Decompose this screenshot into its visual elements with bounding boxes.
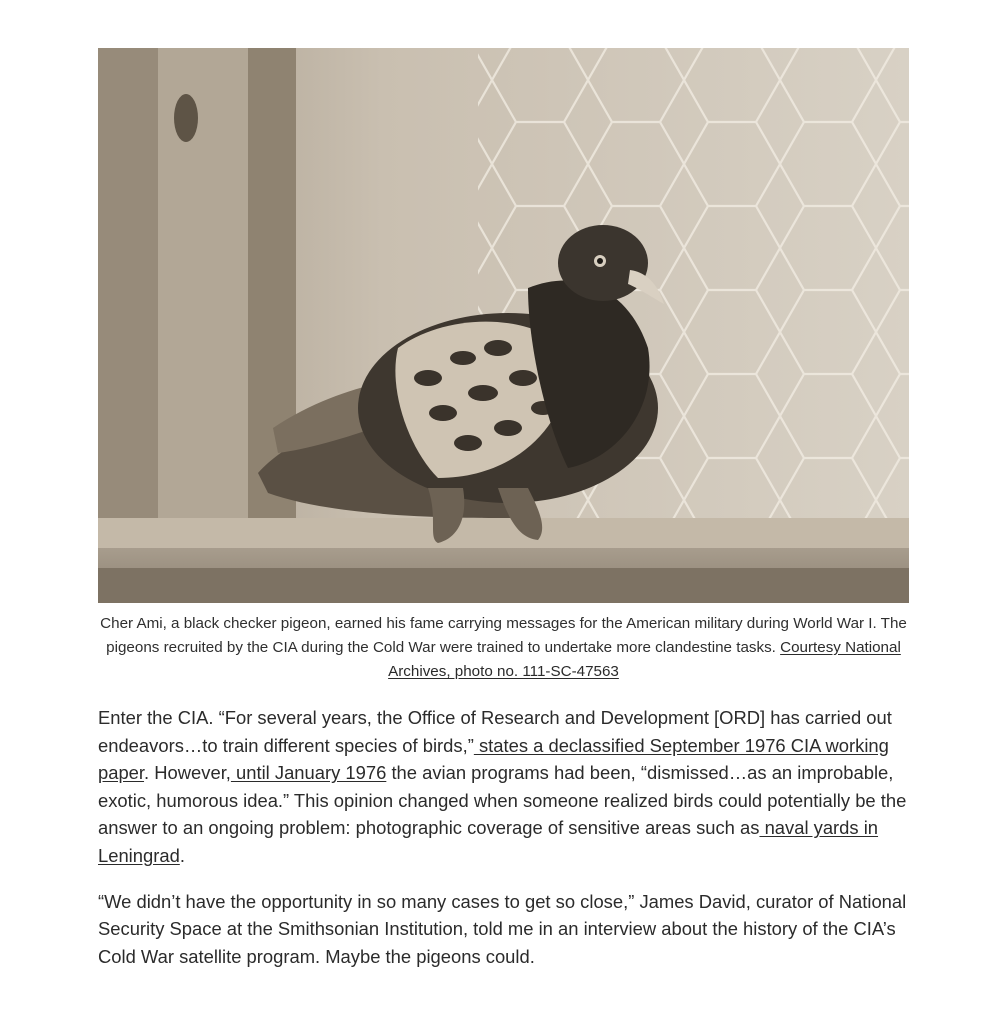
paragraph-1-text-1: Enter the CIA. “For several years, the Office of Research and Development [ORD] has carried out endeavors…to train different species of birds,” bbox=[98, 707, 892, 756]
paragraph-1-text-4: . bbox=[179, 844, 185, 866]
cia-working-paper-link[interactable]: states a declassified September 1976 CIA working paper bbox=[98, 734, 889, 784]
article-body bbox=[98, 704, 913, 988]
photo-caption bbox=[98, 612, 909, 684]
naval-yards-leningrad-link[interactable]: naval yards in Leningrad bbox=[98, 817, 879, 866]
caption-text: Cher Ami, a black checker pigeon, earned his fame carrying messages for the American military during World War I. The pigeons recruited by the CIA during the Cold War were trained to undertake more clandestine tasks. bbox=[100, 615, 907, 656]
pigeon-photo bbox=[98, 48, 909, 603]
paragraph-1-text-3: the avian programs had been, “dismissed…as an improbable, exotic, humorous idea.” This opinion changed when someone realized birds could potentially be the answer to an ongoing problem: photographic coverage of sensitive areas such as bbox=[98, 762, 907, 839]
january-1976-link[interactable]: until January 1976 bbox=[230, 762, 387, 784]
caption-credit-link[interactable]: Courtesy National Archives, photo no. 111-SC-47563 bbox=[388, 639, 901, 680]
paragraph-1 bbox=[98, 704, 913, 870]
paragraph-1-text-2: . However, bbox=[144, 762, 231, 784]
paragraph-2: “We didn’t have the opportunity in so many cases to get so close,” James David, curator of National Security Space at the Smithsonian Institution, told me in an interview about the history of the CIA’s Cold War satellite program. Maybe the pigeons could. bbox=[98, 890, 907, 967]
